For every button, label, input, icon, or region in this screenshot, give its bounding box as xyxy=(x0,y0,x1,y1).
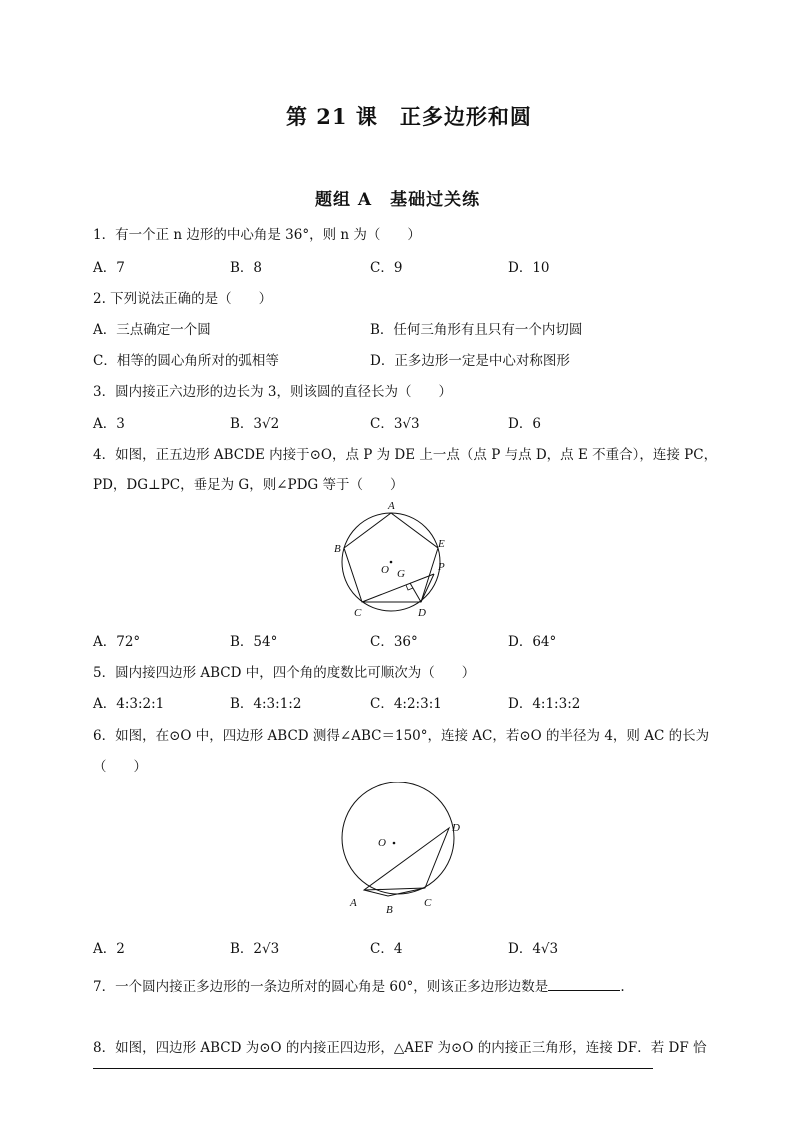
answer-blank[interactable] xyxy=(548,978,620,991)
question-5-stem: 5．圆内接四边形 ABCD 中，四个角的度数比可顺次为（ ） xyxy=(93,665,476,681)
question-4-figure xyxy=(330,500,460,618)
question-4-option-a: A．72° xyxy=(93,634,141,650)
question-1-option-d: D．10 xyxy=(508,260,550,276)
question-3-option-a: A．3 xyxy=(93,416,125,432)
question-2-option-d: D．正多边形一定是中心对称图形 xyxy=(370,353,570,369)
question-1-option-b: B．8 xyxy=(230,260,263,276)
center-point xyxy=(390,561,393,564)
question-1-option-c: C．9 xyxy=(370,260,403,276)
label-c: C xyxy=(424,897,432,909)
question-7-text: 7．一个圆内接正多边形的一条边所对的圆心角是 60°，则该正多边形边数是 xyxy=(93,979,549,995)
question-5-option-a: A．4:3:2:1 xyxy=(93,696,165,712)
question-6-option-b: B．2√3 xyxy=(230,941,280,957)
label-c: C xyxy=(354,607,362,618)
segment-dg xyxy=(410,583,421,602)
question-2-option-b: B．任何三角形有且只有一个内切圆 xyxy=(370,322,583,338)
label-o: O xyxy=(381,564,389,576)
circle-o xyxy=(342,782,454,894)
section-subtitle: 题组 A 基础过关练 xyxy=(315,190,481,210)
question-7-stem xyxy=(93,975,625,995)
question-6-option-a: A．2 xyxy=(93,941,125,957)
label-e: E xyxy=(438,538,445,550)
question-4-stem-line2: PD，DG⊥PC，垂足为 G，则∠PDG 等于（ ） xyxy=(93,477,404,493)
label-o: O xyxy=(378,837,386,849)
question-4-option-c: C．36° xyxy=(370,634,418,650)
question-3-option-b: B．3√2 xyxy=(230,416,280,432)
question-1-option-a: A．7 xyxy=(93,260,125,276)
center-point xyxy=(393,842,396,845)
label-a: A xyxy=(350,897,357,909)
question-1-stem: 1．有一个正 n 边形的中心角是 36°，则 n 为（ ） xyxy=(93,227,421,243)
question-5-option-b: B．4:3:1:2 xyxy=(230,696,302,712)
question-3-stem: 3．圆内接正六边形的边长为 3，则该圆的直径长为（ ） xyxy=(93,384,452,400)
label-b: B xyxy=(386,904,393,916)
question-8-stem: 8．如图，四边形 ABCD 为⊙O 的内接正四边形，△AEF 为⊙O 的内接正三角形，连接 DF．若 DF 恰 xyxy=(93,1040,707,1056)
label-d: D xyxy=(452,822,460,834)
quadrilateral-abcd xyxy=(364,828,449,896)
label-d: D xyxy=(418,607,426,618)
question-3-option-c: C．3√3 xyxy=(370,416,420,432)
page-title: 第 21 课 正多边形和圆 xyxy=(286,104,532,129)
question-2-option-c: C．相等的圆心角所对的弧相等 xyxy=(93,353,279,369)
question-3-option-d: D．6 xyxy=(508,416,541,432)
question-7-period: . xyxy=(620,979,625,995)
bottom-rule xyxy=(93,1068,653,1069)
question-4-option-b: B．54° xyxy=(230,634,278,650)
question-6-stem-line2: （ ） xyxy=(93,759,147,775)
question-6-option-d: D．4√3 xyxy=(508,941,559,957)
question-2-option-a: A．三点确定一个圆 xyxy=(93,322,211,338)
label-b: B xyxy=(334,543,341,555)
question-6-figure xyxy=(330,782,470,918)
question-6-stem-line1: 6．如图，在⊙O 中，四边形 ABCD 测得∠ABC＝150°，连接 AC，若⊙O 的半径为 4，则 AC 的长为 xyxy=(93,728,710,744)
label-g: G xyxy=(397,568,405,580)
question-6-option-c: C．4 xyxy=(370,941,403,957)
label-a: A xyxy=(388,500,395,512)
question-4-option-d: D．64° xyxy=(508,634,557,650)
label-p: P xyxy=(438,561,445,573)
question-2-stem: 2. 下列说法正确的是（ ） xyxy=(93,291,273,307)
question-4-stem-line1: 4．如图，正五边形 ABCDE 内接于⊙O，点 P 为 DE 上一点（点 P 与点 D，点 E 不重合），连接 PC， xyxy=(93,447,718,463)
question-5-option-d: D．4:1:3:2 xyxy=(508,696,581,712)
question-5-option-c: C．4:2:3:1 xyxy=(370,696,442,712)
